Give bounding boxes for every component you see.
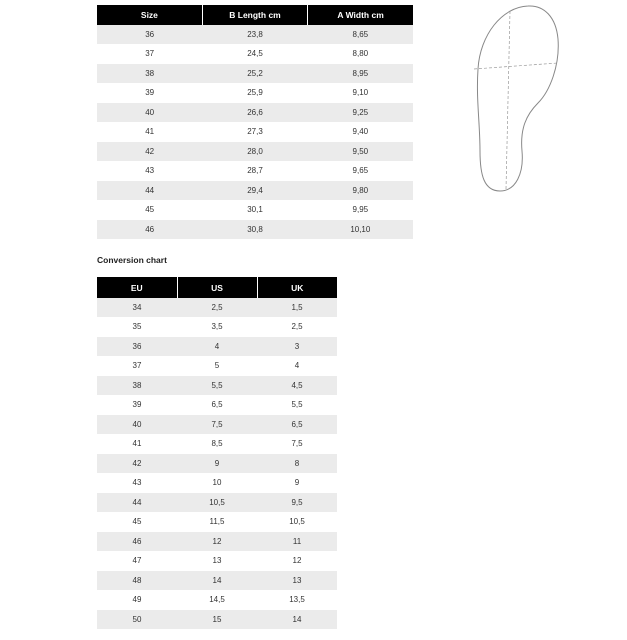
size-table	[97, 5, 413, 240]
length-cell: 27,3	[202, 122, 307, 142]
table-row	[97, 532, 337, 552]
size-table-body	[97, 25, 413, 239]
uk-cell: 8	[257, 454, 337, 474]
width-cell: 9,25	[308, 103, 413, 123]
eu-cell: 41	[97, 434, 177, 454]
uk-cell: 11	[257, 532, 337, 552]
table-row	[97, 337, 337, 357]
header-us: US	[177, 277, 257, 298]
us-cell: 5	[177, 356, 257, 376]
uk-cell: 2,5	[257, 317, 337, 337]
uk-cell: 4,5	[257, 376, 337, 396]
size-cell: 41	[97, 122, 202, 142]
table-row	[97, 142, 413, 162]
length-cell: 26,6	[202, 103, 307, 123]
table-row	[97, 220, 413, 240]
uk-cell: 7,5	[257, 434, 337, 454]
uk-cell: 9	[257, 473, 337, 493]
us-cell: 14,5	[177, 590, 257, 610]
eu-cell: 36	[97, 337, 177, 357]
length-cell: 28,7	[202, 161, 307, 181]
width-cell: 9,50	[308, 142, 413, 162]
conversion-table	[97, 277, 337, 630]
conversion-chart-title: Conversion chart	[97, 255, 167, 265]
conversion-table-body	[97, 298, 337, 629]
eu-cell: 38	[97, 376, 177, 396]
size-cell: 42	[97, 142, 202, 162]
width-cell: 8,95	[308, 64, 413, 84]
length-cell: 29,4	[202, 181, 307, 201]
eu-cell: 46	[97, 532, 177, 552]
us-cell: 4	[177, 337, 257, 357]
table-row	[97, 103, 413, 123]
conversion-table-header-row	[97, 277, 337, 298]
table-row	[97, 44, 413, 64]
us-cell: 6,5	[177, 395, 257, 415]
foot-outline-measurement-icon	[470, 3, 562, 195]
size-cell: 45	[97, 200, 202, 220]
table-row	[97, 473, 337, 493]
uk-cell: 12	[257, 551, 337, 571]
table-row	[97, 64, 413, 84]
table-row	[97, 181, 413, 201]
size-cell: 46	[97, 220, 202, 240]
us-cell: 9	[177, 454, 257, 474]
table-row	[97, 122, 413, 142]
eu-cell: 49	[97, 590, 177, 610]
us-cell: 13	[177, 551, 257, 571]
length-cell: 30,1	[202, 200, 307, 220]
size-cell: 36	[97, 25, 202, 44]
us-cell: 10,5	[177, 493, 257, 513]
table-row	[97, 395, 337, 415]
header-length: B Length cm	[202, 5, 307, 25]
table-row	[97, 298, 337, 317]
eu-cell: 50	[97, 610, 177, 630]
us-cell: 3,5	[177, 317, 257, 337]
eu-cell: 35	[97, 317, 177, 337]
eu-cell: 45	[97, 512, 177, 532]
size-cell: 44	[97, 181, 202, 201]
size-cell: 37	[97, 44, 202, 64]
width-cell: 9,65	[308, 161, 413, 181]
width-cell: 9,40	[308, 122, 413, 142]
eu-cell: 34	[97, 298, 177, 317]
table-row	[97, 83, 413, 103]
table-row	[97, 376, 337, 396]
table-row	[97, 493, 337, 513]
table-row	[97, 200, 413, 220]
length-cell: 25,2	[202, 64, 307, 84]
us-cell: 11,5	[177, 512, 257, 532]
eu-cell: 40	[97, 415, 177, 435]
size-cell: 43	[97, 161, 202, 181]
table-row	[97, 356, 337, 376]
table-row	[97, 434, 337, 454]
us-cell: 7,5	[177, 415, 257, 435]
width-cell: 9,10	[308, 83, 413, 103]
uk-cell: 10,5	[257, 512, 337, 532]
length-cell: 25,9	[202, 83, 307, 103]
header-size: Size	[97, 5, 202, 25]
uk-cell: 13,5	[257, 590, 337, 610]
us-cell: 12	[177, 532, 257, 552]
table-row	[97, 551, 337, 571]
uk-cell: 14	[257, 610, 337, 630]
table-row	[97, 512, 337, 532]
eu-cell: 39	[97, 395, 177, 415]
uk-cell: 6,5	[257, 415, 337, 435]
width-cell: 8,80	[308, 44, 413, 64]
table-row	[97, 317, 337, 337]
width-cell: 10,10	[308, 220, 413, 240]
table-row	[97, 415, 337, 435]
table-row	[97, 454, 337, 474]
width-cell: 9,80	[308, 181, 413, 201]
uk-cell: 4	[257, 356, 337, 376]
us-cell: 5,5	[177, 376, 257, 396]
header-width: A Width cm	[308, 5, 413, 25]
length-cell: 24,5	[202, 44, 307, 64]
us-cell: 2,5	[177, 298, 257, 317]
us-cell: 14	[177, 571, 257, 591]
eu-cell: 47	[97, 551, 177, 571]
table-row	[97, 571, 337, 591]
uk-cell: 9,5	[257, 493, 337, 513]
eu-cell: 42	[97, 454, 177, 474]
eu-cell: 37	[97, 356, 177, 376]
us-cell: 15	[177, 610, 257, 630]
eu-cell: 43	[97, 473, 177, 493]
eu-cell: 48	[97, 571, 177, 591]
uk-cell: 1,5	[257, 298, 337, 317]
header-uk: UK	[257, 277, 337, 298]
uk-cell: 3	[257, 337, 337, 357]
table-row	[97, 161, 413, 181]
table-row	[97, 610, 337, 630]
table-row	[97, 25, 413, 44]
size-cell: 40	[97, 103, 202, 123]
size-cell: 39	[97, 83, 202, 103]
table-row	[97, 590, 337, 610]
length-cell: 23,8	[202, 25, 307, 44]
size-table-header-row	[97, 5, 413, 25]
us-cell: 8,5	[177, 434, 257, 454]
us-cell: 10	[177, 473, 257, 493]
uk-cell: 5,5	[257, 395, 337, 415]
width-cell: 9,95	[308, 200, 413, 220]
uk-cell: 13	[257, 571, 337, 591]
eu-cell: 44	[97, 493, 177, 513]
length-cell: 28,0	[202, 142, 307, 162]
length-cell: 30,8	[202, 220, 307, 240]
header-eu: EU	[97, 277, 177, 298]
size-cell: 38	[97, 64, 202, 84]
width-cell: 8,65	[308, 25, 413, 44]
